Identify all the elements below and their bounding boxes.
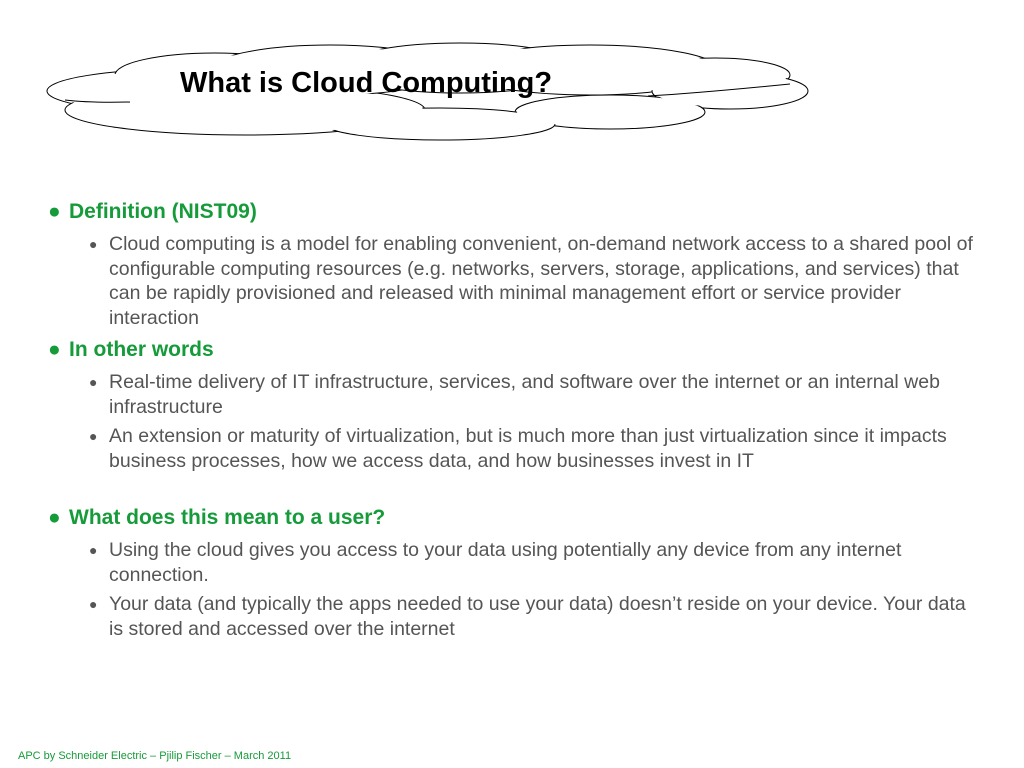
list-item (89, 538, 979, 587)
bullet-icon: ● (89, 542, 98, 558)
list-item-text: An extension or maturity of virtualization, but is much more than just virtualization since it impacts business processes, how we access data, and how businesses invest in IT (109, 425, 947, 472)
bullet-icon: ● (89, 374, 98, 390)
bullet-icon: ● (48, 338, 61, 361)
list-item (89, 232, 979, 330)
list-item-text: Using the cloud gives you access to your data using potentially any device from any internet connection. (109, 539, 902, 586)
section-heading-text: Definition (NIST09) (69, 200, 257, 223)
list-item (89, 592, 979, 641)
list-item-text: Your data (and typically the apps needed to use your data) doesn’t reside on your device. Your data is stored and accessed over the internet (109, 593, 966, 640)
list-item-text: Real-time delivery of IT infrastructure, services, and software over the internet or an internal web infrastructure (109, 371, 940, 418)
bullet-icon: ● (89, 596, 98, 612)
bullet-icon: ● (89, 428, 98, 444)
section-heading-text: In other words (69, 338, 214, 361)
list-item-text: Cloud computing is a model for enabling convenient, on-demand network access to a shared pool of configurable computing resources (e.g. networks, servers, storage, applications, and services) that can be rapidly provisioned and released with minimal management effort or service provider interaction (109, 233, 973, 329)
slide-title: What is Cloud Computing? (180, 67, 553, 99)
slide-footer: APC by Schneider Electric – Pjilip Fischer – March 2011 (18, 750, 292, 762)
section-heading-text: What does this mean to a user? (69, 506, 386, 529)
list-item (89, 370, 979, 419)
bullet-icon: ● (48, 200, 61, 223)
bullet-icon: ● (48, 506, 61, 529)
bullet-icon: ● (89, 236, 98, 252)
list-item (89, 424, 979, 473)
